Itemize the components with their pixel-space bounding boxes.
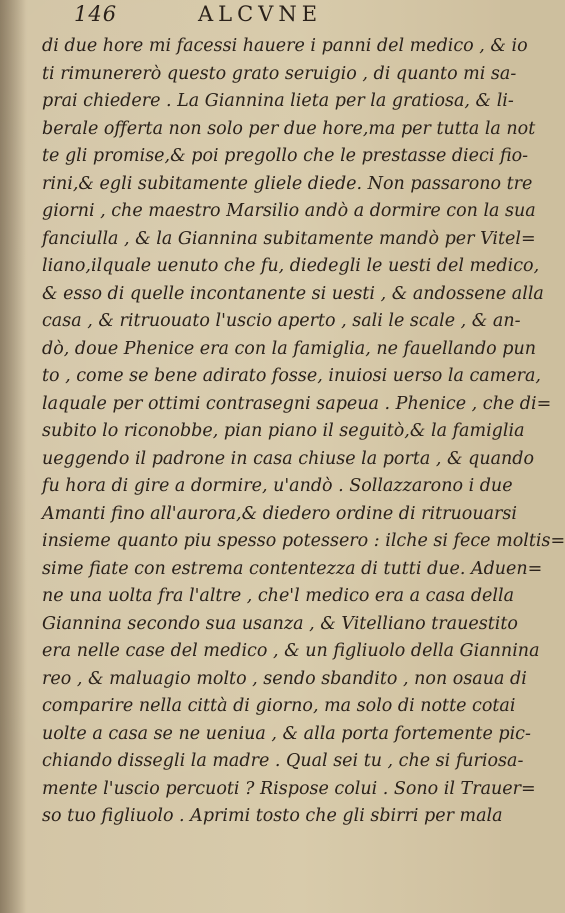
text-line: so tuo figliuolo . Aprimi tosto che gli sbirri per mala	[42, 806, 503, 826]
text-line: laquale per ottimi contrasegni sapeua . Phenice , che di=	[42, 393, 552, 414]
text-line: berale offerta non solo per due hore,ma per tutta la not	[42, 118, 536, 139]
text-line: Giannina secondo sua usanza , & Vitelliano trauestito	[42, 613, 518, 634]
text-line: di due hore mi facessi hauere i panni del medico , & io	[42, 36, 528, 56]
text-line: era nelle case del medico , & un figliuolo della Giannina	[42, 641, 540, 661]
text-line: comparire nella città di giorno, ma solo di notte cotai	[42, 696, 516, 716]
text-line: fu hora di gire a dormire, u'andò . Sollazzarono i due	[42, 476, 513, 496]
text-line: reo , & maluagio molto , sendo sbandito , non osaua di	[42, 668, 527, 689]
text-line: fanciulla , & la Giannina subitamente mandò per Vitel=	[42, 228, 536, 249]
text-line: giorni , che maestro Marsilio andò a dormire con la sua	[42, 201, 536, 221]
text-line: te gli promise,& poi pregollo che le prestasse dieci fio-	[42, 146, 529, 166]
text-line: sime fiate con estrema contentezza di tutti due. Aduen=	[42, 558, 543, 579]
text-line: chiando dissegli la madre . Qual sei tu , che si furiosa-	[42, 751, 524, 771]
page-header	[74, 2, 470, 24]
gutter-shadow	[0, 0, 26, 913]
text-line: prai chiedere . La Giannina lieta per la gratiosa, & li-	[42, 91, 514, 111]
text-line: liano,ilquale uenuto che fu, diedegli le uesti del medico,	[42, 256, 540, 276]
text-line: mente l'uscio percuoti ? Rispose colui . Sono il Trauer=	[42, 778, 536, 799]
page-number: 146	[74, 2, 118, 26]
text-line: casa , & ritruouato l'uscio aperto , sali le scale , & an-	[42, 311, 521, 331]
text-line: dò, doue Phenice era con la famiglia, ne fauellando pun	[42, 338, 536, 359]
running-head: ALCVNE	[198, 2, 323, 26]
text-line: uolte a casa se ne ueniua , & alla porta fortemente pic-	[42, 723, 531, 744]
text-line: & esso di quelle incontanente si uesti , & andossene alla	[42, 283, 544, 304]
body-text	[42, 33, 565, 831]
text-line: Amanti fino all'aurora,& diedero ordine di ritruouarsi	[42, 503, 517, 524]
text-line: rini,& egli subitamente gliele diede. Non passarono tre	[42, 173, 533, 194]
text-line: ueggendo il padrone in casa chiuse la porta , & quando	[42, 448, 535, 469]
text-line: ne una uolta fra l'altre , che'l medico era a casa della	[42, 586, 515, 606]
text-line: to , come se bene adirato fosse, inuiosi uerso la camera,	[42, 366, 541, 386]
text-line: insieme quanto piu spesso potessero : ilche si fece moltis=	[42, 531, 565, 551]
text-line: subito lo riconobbe, pian piano il seguitò,& la famiglia	[42, 421, 525, 441]
text-line: ti rimunererò questo grato seruigio , di quanto mi sa-	[42, 63, 517, 84]
